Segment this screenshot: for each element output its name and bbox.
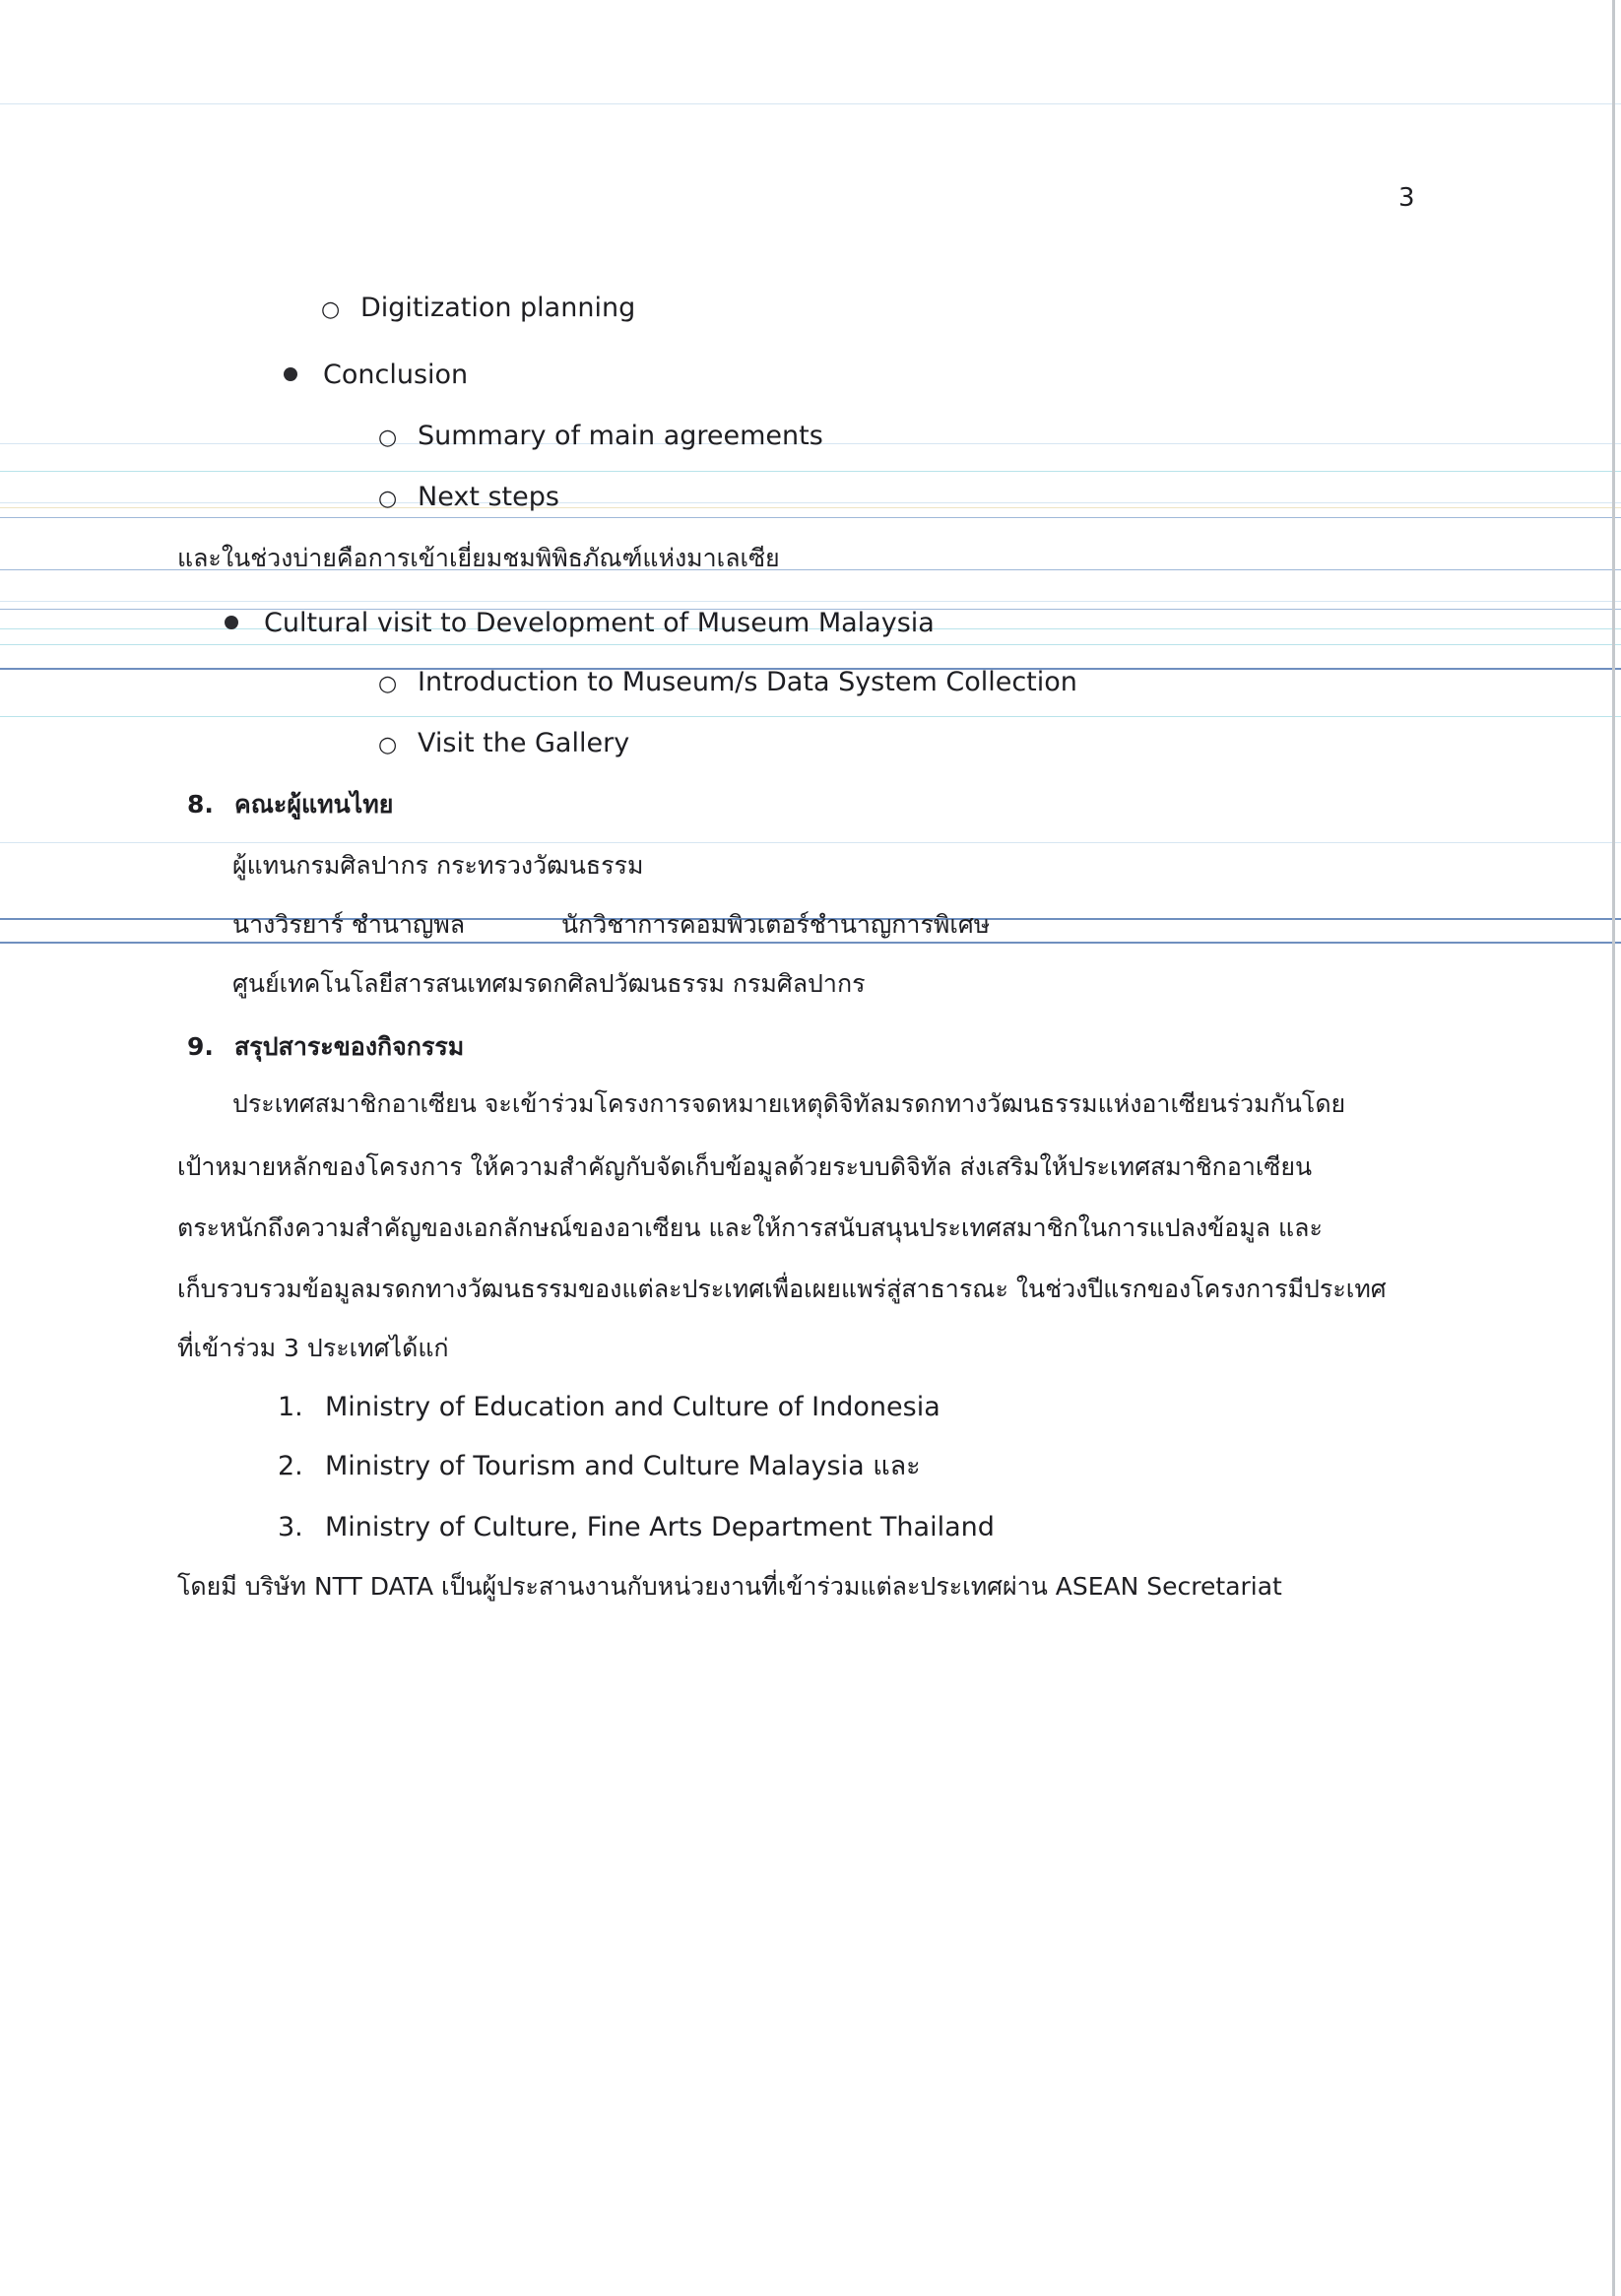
list-item-text: Cultural visit to Development of Museum Malaysia [264, 608, 935, 638]
paragraph-line: เก็บรวบรวมข้อมูลมรดกทางวัฒนธรรมของแต่ละประเทศเพื่อเผยแพร่สู่สาธารณะ ในช่วงปีแรกของโครงการมีประเทศ [177, 1275, 1387, 1303]
list-item [278, 1511, 995, 1544]
list-item [378, 727, 629, 762]
list-item [278, 1391, 940, 1424]
scan-line [0, 502, 1621, 503]
list-number: 2. [278, 1451, 303, 1481]
scan-line [0, 942, 1621, 944]
hollow-circle-bullet-icon: ○ [378, 426, 398, 450]
list-item-text: Ministry of Culture, Fine Arts Department Thailand [325, 1512, 995, 1542]
list-item-text: Ministry of Education and Culture of Indonesia [325, 1392, 940, 1422]
list-number: 1. [278, 1392, 303, 1422]
filled-bullet-icon [225, 616, 238, 629]
list-item-text: Conclusion [323, 360, 469, 390]
closing-line: โดยมี บริษัท NTT DATA เป็นผู้ประสานงานกับหน่วยงานที่เข้าร่วมแต่ละประเทศผ่าน ASEAN Secretariat [177, 1572, 1282, 1601]
scan-line [0, 103, 1621, 104]
list-item [321, 292, 635, 327]
delegate-row [232, 908, 990, 942]
section-number: 8. [187, 790, 214, 819]
hollow-circle-bullet-icon: ○ [378, 487, 398, 511]
list-item [278, 1450, 921, 1483]
list-item-text: Introduction to Museum/s Data System Collection [418, 667, 1077, 697]
scan-line [0, 716, 1621, 717]
scan-line [0, 507, 1621, 508]
scan-line [0, 517, 1621, 518]
paragraph-line: ประเทศสมาชิกอาเซียน จะเข้าร่วมโครงการจดหมายเหตุดิจิทัลมรดกทางวัฒนธรรมแห่งอาเซียนร่วมกันโดย [232, 1089, 1346, 1118]
list-item-text: Digitization planning [360, 293, 636, 323]
list-item-text: Summary of main agreements [418, 421, 823, 451]
list-item [284, 359, 468, 392]
section-number: 9. [187, 1032, 214, 1061]
scan-line [0, 842, 1621, 843]
scan-line [0, 601, 1621, 602]
paragraph-line: ตระหนักถึงความสำคัญของเอกลักษณ์ของอาเซียน และให้การสนับสนุนประเทศสมาชิกในการแปลงข้อมูล และ [177, 1214, 1323, 1242]
list-item-text: Visit the Gallery [418, 728, 630, 758]
hollow-circle-bullet-icon: ○ [378, 672, 398, 696]
list-item-text: Ministry of Tourism and Culture Malaysia และ [325, 1451, 921, 1481]
scan-line [0, 644, 1621, 645]
section-title: สรุปสาระของกิจกรรม [234, 1032, 465, 1061]
paragraph-line: เป้าหมายหลักของโครงการ ให้ความสำคัญกับจัดเก็บข้อมูลด้วยระบบดิจิทัล ส่งเสริมให้ประเทศสมาชิกอาเซียน [177, 1152, 1313, 1181]
list-number: 3. [278, 1512, 303, 1542]
hollow-circle-bullet-icon: ○ [321, 297, 341, 322]
list-item [378, 481, 559, 516]
hollow-circle-bullet-icon: ○ [378, 733, 398, 757]
delegate-title: นักวิชาการคอมพิวเตอร์ชำนาญการพิเศษ [561, 910, 991, 939]
section-8-heading [187, 788, 393, 821]
list-item [225, 607, 935, 640]
scan-line [0, 471, 1621, 472]
paragraph-line: ที่เข้าร่วม 3 ประเทศได้แก่ [177, 1334, 449, 1362]
list-item-text: Next steps [418, 482, 559, 512]
delegation-office: ศูนย์เทคโนโลยีสารสนเทศมรดกศิลปวัฒนธรรม กรมศิลปากร [232, 969, 866, 998]
delegate-name: นางวิรยาร์ ชำนาญพล [232, 910, 466, 939]
page-number: 3 [1398, 183, 1415, 213]
delegation-line: ผู้แทนกรมศิลปากร กระทรวงวัฒนธรรม [232, 851, 644, 880]
afternoon-intro: และในช่วงบ่ายคือการเข้าเยี่ยมชมพิพิธภัณฑ์แห่งมาเลเซีย [177, 544, 780, 572]
section-9-heading [187, 1030, 464, 1064]
scan-edge [1612, 0, 1615, 2296]
list-item [378, 666, 1077, 701]
filled-bullet-icon [284, 367, 297, 381]
section-title: คณะผู้แทนไทย [234, 790, 394, 819]
list-item [378, 420, 823, 455]
